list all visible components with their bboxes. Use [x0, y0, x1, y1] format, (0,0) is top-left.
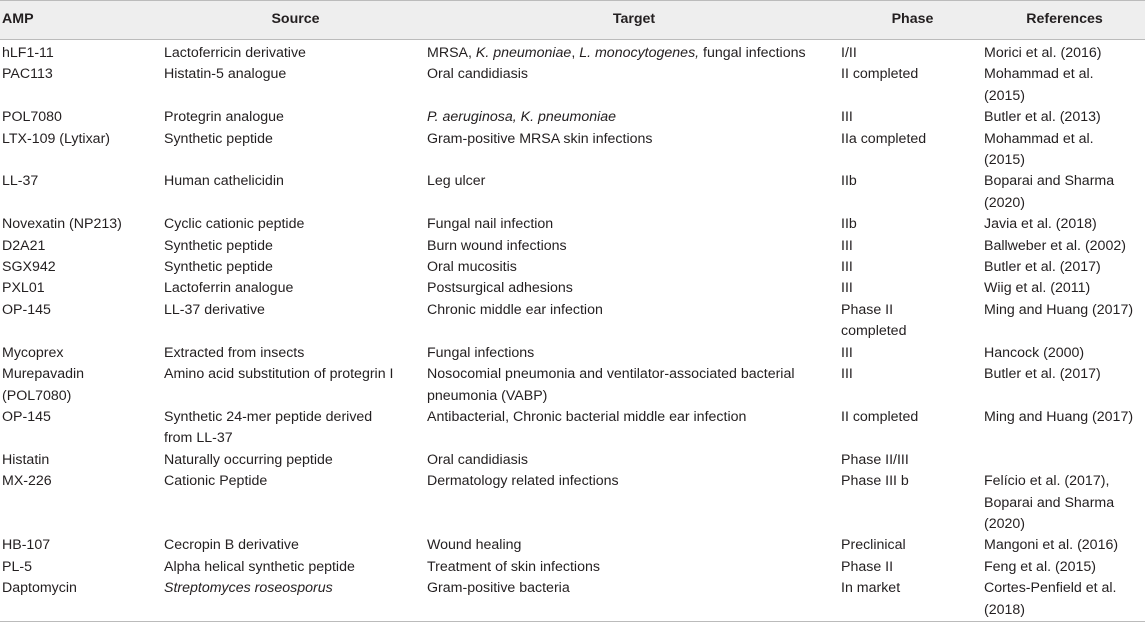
table-row: [0, 578, 1145, 621]
cell-amp: PAC113: [2, 66, 53, 83]
cell-references: Ballweber et al. (2002): [984, 237, 1126, 254]
cell-target: Oral candidiasis: [427, 66, 528, 83]
cell-phase: III: [841, 366, 853, 383]
cell-phase: III: [841, 344, 853, 361]
table-row: [0, 107, 1145, 128]
cell-target: Wound healing: [427, 537, 522, 554]
table-row: [0, 278, 1145, 299]
cell-target: Nosocomial pneumonia and ventilator-associated bacterial pneumonia (VABP): [427, 366, 795, 404]
table-row: [0, 557, 1145, 578]
cell-references: Feng et al. (2015): [984, 558, 1096, 575]
table-row: [0, 364, 1145, 407]
cell-references: Mohammad et al. (2015): [984, 66, 1094, 104]
header-target: Target: [427, 1, 841, 40]
cell-source: Synthetic peptide: [164, 237, 273, 254]
cell-references: [984, 450, 1145, 471]
cell-source: Synthetic peptide: [164, 130, 273, 147]
table-row: [0, 300, 1145, 343]
cell-amp: hLF1-11: [2, 45, 54, 61]
table-row: [0, 171, 1145, 214]
header-amp: AMP: [0, 1, 164, 40]
cell-source: Lactoferricin derivative: [164, 45, 306, 61]
cell-target: Fungal infections: [427, 344, 535, 361]
cell-amp: PL-5: [2, 558, 32, 575]
cell-phase: I/II: [841, 45, 857, 61]
cell-phase: Phase II completed: [841, 301, 907, 340]
cell-references: Mangoni et al. (2016): [984, 537, 1119, 554]
cell-target: Leg ulcer: [427, 173, 486, 190]
cell-phase: In market: [841, 578, 984, 621]
cell-references: Javia et al. (2018): [984, 216, 1097, 233]
cell-references: Hancock (2000): [984, 344, 1085, 361]
cell-references: Ming and Huang (2017): [984, 301, 1134, 318]
cell-amp: PXL01: [2, 280, 45, 297]
cell-amp: LL-37: [2, 173, 39, 190]
cell-target: P. aeruginosa, K. pneumoniae: [427, 109, 617, 126]
cell-amp: OP-145: [2, 301, 51, 318]
table-row: [0, 407, 1145, 450]
cell-target: Postsurgical adhesions: [427, 280, 573, 297]
cell-source: Amino acid substitution of protegrin I: [164, 366, 394, 383]
cell-phase: III: [841, 280, 853, 297]
cell-target: Treatment of skin infections: [427, 558, 600, 575]
cell-references: Boparai and Sharma (2020): [984, 173, 1115, 211]
cell-source: Cecropin B derivative: [164, 537, 299, 554]
cell-target: Chronic middle ear infection: [427, 301, 603, 318]
cell-source: Streptomyces roseosporus: [164, 578, 427, 621]
cell-target: Fungal nail infection: [427, 216, 554, 233]
cell-references: Cortes-Penfield et al. (2018): [984, 578, 1145, 621]
cell-target: Oral candidiasis: [427, 451, 528, 468]
table-row: [0, 214, 1145, 235]
cell-source: Extracted from insects: [164, 344, 305, 361]
cell-amp: HB-107: [2, 537, 51, 554]
cell-phase: II completed: [841, 66, 919, 83]
table-row: [0, 450, 1145, 471]
cell-phase: III: [841, 109, 853, 126]
cell-target: Gram-positive bacteria: [427, 578, 841, 621]
cell-references: Ming and Huang (2017): [984, 408, 1134, 425]
cell-phase: III: [841, 259, 853, 276]
cell-references: Morici et al. (2016): [984, 45, 1102, 61]
cell-references: Mohammad et al. (2015): [984, 130, 1094, 169]
cell-source: Cyclic cationic peptide: [164, 216, 305, 233]
header-phase: Phase: [841, 1, 984, 40]
cell-phase: III: [841, 237, 853, 254]
cell-source: Alpha helical synthetic peptide: [164, 558, 355, 575]
cell-phase: IIb: [841, 173, 857, 190]
cell-phase: IIa completed: [841, 130, 927, 147]
cell-amp: LTX-109 (Lytixar): [2, 130, 111, 147]
cell-phase: IIb: [841, 216, 857, 233]
cell-references: Wiig et al. (2011): [984, 280, 1091, 297]
table-row: [0, 343, 1145, 364]
cell-source: Histatin-5 analogue: [164, 66, 287, 83]
cell-target: MRSA, K. pneumoniae, L. monocytogenes, fungal infections: [427, 45, 806, 61]
cell-source: Synthetic peptide: [164, 259, 273, 276]
table-row: [0, 129, 1145, 172]
table-row: [0, 64, 1145, 107]
cell-amp: MX-226: [2, 473, 52, 490]
table-row: [0, 471, 1145, 535]
table-header: [0, 1, 1145, 40]
cell-amp: Murepavadin (POL7080): [2, 366, 85, 404]
cell-source: Protegrin analogue: [164, 109, 284, 126]
cell-target: Oral mucositis: [427, 259, 517, 276]
cell-phase: Preclinical: [841, 537, 906, 554]
cell-amp: D2A21: [2, 237, 46, 254]
cell-phase: Phase II: [841, 558, 894, 575]
cell-target: Burn wound infections: [427, 237, 567, 254]
table-row: [0, 257, 1145, 278]
cell-target: Antibacterial, Chronic bacterial middle ear infection: [427, 408, 747, 425]
cell-source: Human cathelicidin: [164, 173, 284, 190]
cell-amp: SGX942: [2, 259, 56, 276]
cell-amp: POL7080: [2, 109, 62, 126]
table-row: [0, 535, 1145, 556]
cell-source: Naturally occurring peptide: [164, 451, 333, 468]
cell-source: Lactoferrin analogue: [164, 280, 294, 297]
cell-amp: OP-145: [2, 408, 51, 425]
cell-phase: Phase III b: [841, 473, 909, 490]
cell-references: Butler et al. (2017): [984, 259, 1101, 276]
cell-amp: Novexatin (NP213): [2, 216, 122, 233]
cell-references: Felício et al. (2017), Boparai and Sharma (2020): [984, 473, 1115, 532]
cell-target: Dermatology related infections: [427, 473, 619, 490]
table-row: [0, 43, 1145, 64]
cell-references: Butler et al. (2017): [984, 366, 1101, 383]
header-row: [0, 1, 1145, 40]
header-source: Source: [164, 1, 427, 40]
cell-amp: Daptomycin: [0, 578, 164, 621]
cell-phase: Phase II/III: [841, 451, 909, 468]
cell-source: Cationic Peptide: [164, 473, 268, 490]
cell-target: Gram-positive MRSA skin infections: [427, 130, 653, 147]
cell-amp: Mycoprex: [2, 344, 64, 361]
table-body: [0, 40, 1145, 622]
cell-source: LL-37 derivative: [164, 301, 265, 318]
header-references: References: [984, 1, 1145, 40]
cell-phase: II completed: [841, 408, 919, 425]
table-row: [0, 236, 1145, 257]
cell-source: Synthetic 24-mer peptide derived from LL-37: [164, 408, 373, 447]
cell-amp: Histatin: [2, 451, 50, 468]
cell-references: Butler et al. (2013): [984, 109, 1101, 126]
